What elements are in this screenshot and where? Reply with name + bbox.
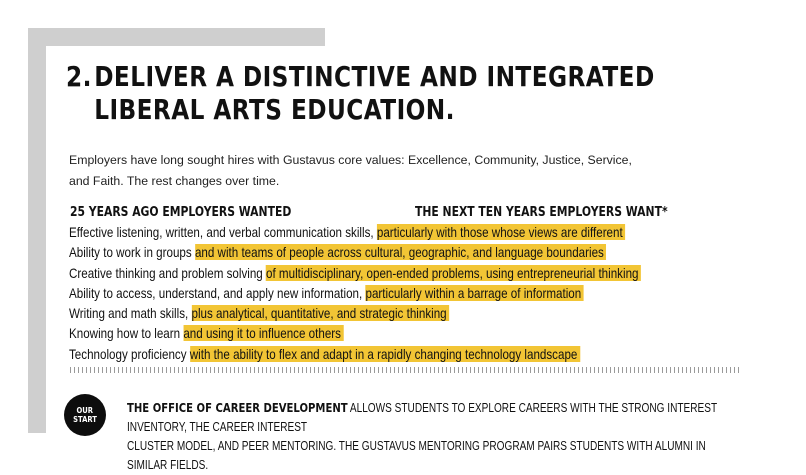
future-skill-highlight: particularly within a barrage of information: [365, 285, 583, 301]
list-item: [69, 303, 641, 323]
future-skill-highlight: and with teams of people across cultural, geographic, and language boundaries: [195, 244, 606, 260]
list-item: [69, 323, 641, 343]
section-number: 2.: [66, 60, 92, 93]
future-skill-highlight: with the ability to flex and adapt in a rapidly changing technology landscape: [190, 346, 580, 362]
footer-note: [127, 398, 735, 475]
future-skill-highlight: and using it to influence others: [183, 325, 343, 341]
frame-left-bar: [28, 28, 46, 433]
intro-line2: and Faith. The rest changes over time.: [69, 174, 280, 188]
past-skill: Knowing how to learn: [69, 325, 181, 342]
section-title-line1: DELIVER A DISTINCTIVE AND INTEGRATED: [94, 60, 655, 93]
footer-lead: THE OFFICE OF CAREER DEVELOPMENT: [127, 400, 348, 415]
future-skill-highlight: of multidisciplinary, open-ended problems, using entrepreneurial thinking: [266, 265, 641, 281]
list-item: [69, 283, 641, 303]
future-skill-highlight: particularly with those whose views are different: [377, 224, 625, 240]
comparison-list: [69, 222, 641, 364]
list-item: [69, 263, 641, 283]
past-skill: Effective listening, written, and verbal communication skills,: [69, 224, 374, 240]
list-item: [69, 242, 641, 262]
dotted-divider: [70, 367, 742, 373]
section-title-line2: LIBERAL ARTS EDUCATION.: [94, 93, 455, 126]
past-skill: Ability to work in groups: [69, 244, 192, 261]
future-skill-highlight: plus analytical, quantitative, and strategic thinking: [191, 305, 449, 321]
footer-text-line2: CLUSTER MODEL, AND PEER MENTORING. THE GUSTAVUS MENTORING PROGRAM PAIRS STUDENTS WITH ALUMNI IN SIMILAR FIELDS.: [127, 439, 706, 472]
column-header-past: 25 YEARS AGO EMPLOYERS WANTED: [70, 204, 292, 220]
column-header-future: THE NEXT TEN YEARS EMPLOYERS WANT*: [415, 204, 668, 220]
badge-line2: START: [73, 415, 97, 424]
intro-paragraph: [69, 150, 669, 192]
past-skill: Writing and math skills,: [69, 305, 189, 322]
frame-top-bar: [28, 28, 325, 46]
footer-text-line1: ALLOWS STUDENTS TO EXPLORE CAREERS WITH THE STRONG INTEREST INVENTORY, THE CAREER INTEREST: [127, 401, 717, 434]
badge-line1: OUR: [76, 406, 94, 415]
past-skill: Creative thinking and problem solving: [69, 264, 263, 281]
past-skill: Ability to access, understand, and apply new information,: [69, 284, 363, 301]
intro-line1: Employers have long sought hires with Gustavus core values: Excellence, Community, Justice, Service,: [69, 153, 632, 167]
list-item: [69, 344, 641, 364]
past-skill: Technology proficiency: [69, 345, 187, 362]
list-item: [69, 222, 641, 242]
our-start-badge: [64, 394, 106, 436]
section-heading: [66, 60, 655, 126]
